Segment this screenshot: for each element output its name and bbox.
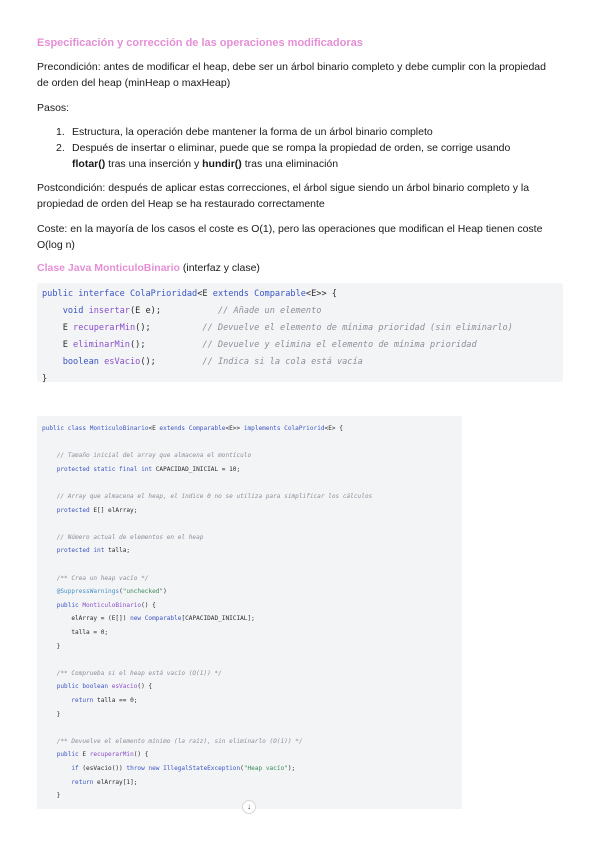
- code-token: [42, 575, 57, 582]
- code-token: <E> {: [324, 425, 343, 432]
- code-token: ColaPriorid: [284, 425, 325, 432]
- code-token: MonticuloBinario: [89, 425, 149, 432]
- code-line: [42, 696, 137, 706]
- code-line: [42, 303, 563, 320]
- class-code-block: [37, 416, 462, 809]
- code-token: public: [56, 751, 83, 759]
- code-token: [42, 534, 57, 541]
- code-token: protected int: [56, 547, 109, 555]
- code-token: () {: [133, 751, 149, 759]
- code-line: [42, 424, 343, 434]
- code-token: esVacio: [104, 357, 141, 367]
- code-token: [42, 779, 71, 786]
- code-line: [42, 533, 203, 543]
- code-line: [42, 465, 240, 475]
- code-token: "Heap vacío": [243, 765, 288, 772]
- code-token: insertar: [88, 306, 130, 316]
- code-token: () {: [137, 683, 153, 691]
- code-token: ColaPrioridad: [129, 289, 198, 299]
- step-number: 2.: [56, 142, 65, 154]
- code-token: talla;: [108, 547, 131, 555]
- code-token: recuperarMin: [73, 323, 136, 333]
- code-token: new: [130, 615, 145, 623]
- code-token: /** Comprueba si el heap está vacío (O(1)) */: [56, 669, 222, 677]
- step-number: 1.: [56, 126, 65, 138]
- code-token: throw new: [126, 765, 164, 772]
- code-line: [42, 574, 148, 584]
- code-line: [42, 778, 137, 788]
- code-line: [42, 587, 167, 597]
- code-token: protected: [56, 506, 94, 514]
- code-token: CAPACIDAD_INICIAL = 10;: [155, 465, 241, 473]
- code-token: eliminarMin: [73, 340, 130, 350]
- code-line: [42, 614, 255, 624]
- code-token: [42, 738, 57, 745]
- code-token: [42, 670, 57, 677]
- code-line: [42, 320, 563, 337]
- code-token: elArray = (E[]): [42, 615, 131, 623]
- code-token: Comparable: [254, 289, 306, 299]
- code-token: [42, 507, 57, 514]
- code-token: ();: [135, 323, 203, 333]
- arrow-down-icon[interactable]: ↓: [242, 800, 256, 814]
- code-token: extends: [159, 425, 189, 432]
- clase-line: Clase Java MonticuloBinario (interfaz y clase): [37, 262, 260, 274]
- code-token: protected static final int: [56, 465, 156, 473]
- code-token: [42, 306, 63, 316]
- code-token: E: [42, 340, 74, 350]
- code-token: [42, 751, 57, 758]
- clase-link[interactable]: Clase Java MonticuloBinario: [37, 262, 180, 274]
- code-line: [42, 710, 60, 720]
- code-token: [42, 547, 57, 554]
- code-token: // Número actual de elementos en el heap: [56, 533, 204, 541]
- coste-paragraph: Coste: en la mayoría de los casos el coste es O(1), pero las operaciones que modifican el Heap tienen coste O(log n): [37, 223, 543, 251]
- code-line: [42, 354, 563, 371]
- code-token: (esVacio()): [82, 765, 127, 772]
- code-token: () {: [141, 601, 156, 609]
- code-token: ): [163, 588, 167, 596]
- postcondicion-paragraph: Postcondición: después de aplicar estas correcciones, el árbol sigue siendo un árbol binario completo y la propiedad de orden del Heap se ha restaurado correctamente: [37, 182, 530, 210]
- code-token: <E>> {: [305, 289, 337, 299]
- code-token: // Tamaño inicial del array que almacena el montículo: [56, 452, 252, 460]
- code-line: [42, 737, 303, 747]
- code-token: public boolean: [56, 683, 112, 691]
- pasos-label: Pasos:: [37, 102, 70, 114]
- code-line: [42, 451, 251, 461]
- code-token: boolean: [62, 357, 105, 367]
- code-token: [42, 588, 57, 595]
- code-line: [42, 601, 156, 611]
- code-token: );: [287, 765, 296, 772]
- code-token: E[] elArray;: [93, 506, 138, 514]
- code-token: E: [82, 751, 90, 759]
- code-token: E: [42, 323, 74, 333]
- code-line: [42, 669, 222, 679]
- code-token: implements: [243, 425, 285, 432]
- code-line: [42, 546, 130, 556]
- code-token: /** Crea un heap vacío */: [56, 574, 149, 582]
- step-text: Después de insertar o eliminar, puede que se rompa la propiedad de orden, se corrige usando flotar() tras una inserción y hundir() tras una eliminación: [72, 142, 511, 170]
- code-token: /** Devuelve el elemento mínimo (la raíz), sin eliminarlo (O(1)) */: [56, 737, 303, 745]
- code-token: 0;: [100, 629, 109, 636]
- code-token: @SuppressWarnings: [56, 588, 120, 596]
- list-item: [56, 124, 536, 140]
- flotar-term: flotar(): [72, 158, 106, 170]
- code-token: [42, 493, 57, 500]
- code-token: talla == 0;: [97, 697, 138, 704]
- code-token: [42, 602, 57, 609]
- code-token: if: [71, 765, 83, 772]
- section-heading: Especificación y corrección de las operaciones modificadoras: [37, 37, 363, 49]
- step-text: Estructura, la operación debe mantener la forma de un árbol binario completo: [72, 126, 433, 138]
- code-token: return: [71, 697, 98, 704]
- code-token: ();: [140, 357, 203, 367]
- code-line: [42, 506, 137, 516]
- code-token: talla =: [42, 629, 101, 636]
- precondicion-paragraph: Precondición: antes de modificar el heap, debe ser un árbol binario completo y debe cumplir con la propiedad de orden del heap (minHeap o maxHeap): [37, 61, 546, 89]
- hundir-term: hundir(): [202, 158, 242, 170]
- code-token: // Devuelve y elimina el elemento de mínima prioridad: [202, 340, 477, 350]
- interface-code-block: [37, 283, 563, 382]
- code-line: [42, 337, 563, 354]
- code-token: Comparable: [144, 615, 182, 623]
- code-token: }: [42, 710, 61, 718]
- code-token: MonticuloBinario: [82, 601, 142, 609]
- code-token: return: [71, 778, 98, 786]
- code-token: // Devuelve el elemento de mínima prioridad (sin eliminarlo): [202, 323, 513, 333]
- code-line: [42, 750, 148, 760]
- code-token: void: [62, 306, 89, 316]
- code-token: extends: [212, 289, 255, 299]
- steps-list: [56, 124, 536, 172]
- code-line: [42, 642, 60, 652]
- code-line: [42, 628, 108, 638]
- code-line: [42, 764, 295, 774]
- code-token: (: [119, 588, 123, 596]
- code-token: <E: [148, 425, 160, 432]
- code-token: // Array que almacena el heap, el índice 0 no se utiliza para simplificar los cálculos: [56, 493, 373, 500]
- code-token: [42, 466, 57, 473]
- code-token: ();: [129, 340, 203, 350]
- code-token: [42, 357, 63, 367]
- code-token: elArray[1];: [97, 778, 138, 786]
- code-line: [42, 492, 372, 502]
- code-token: // Indica si la cola está vacía: [202, 357, 363, 367]
- code-token: public class: [42, 425, 90, 432]
- code-token: esVacio: [111, 683, 138, 691]
- code-line: [42, 682, 152, 692]
- code-token: <E>>: [225, 425, 244, 432]
- code-token: public: [56, 601, 83, 609]
- list-item: [56, 140, 536, 172]
- code-token: }: [42, 374, 48, 384]
- code-token: (: [240, 765, 244, 772]
- code-token: [CAPACIDAD_INICIAL];: [181, 615, 255, 623]
- code-token: [42, 697, 71, 704]
- code-token: }: [42, 642, 61, 650]
- code-token: recuperarMin: [89, 751, 134, 759]
- code-line: [42, 286, 563, 303]
- code-token: IllegalStateException: [163, 765, 241, 772]
- code-token: "unchecked": [122, 588, 164, 596]
- code-token: public interface: [42, 289, 130, 299]
- code-line: [42, 371, 563, 388]
- code-token: [42, 683, 57, 690]
- code-token: <E: [197, 289, 213, 299]
- code-token: [42, 452, 57, 459]
- code-token: // Añade un elemento: [217, 306, 322, 316]
- code-token: [42, 765, 71, 772]
- code-token: (E e);: [129, 306, 218, 316]
- code-token: Comparable: [188, 425, 226, 432]
- code-token: }: [42, 792, 61, 800]
- code-line: [42, 791, 60, 801]
